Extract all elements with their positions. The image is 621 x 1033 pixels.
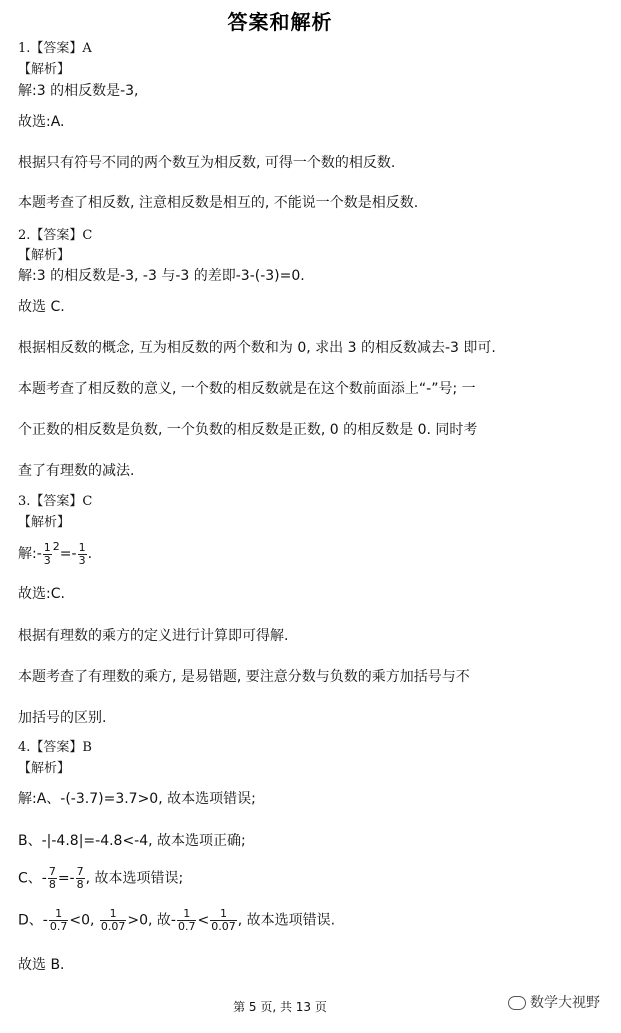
q4-d-f4-num: 1 xyxy=(210,908,237,921)
q4-c-fraction-1 xyxy=(48,866,57,891)
q4-d-fraction-4 xyxy=(210,908,237,933)
q1-line-4: 本题考查了相反数, 注意相反数是相互的, 不能说一个数是相反数. xyxy=(18,195,419,211)
q4-line-b: B、-|-4.8|=-4.8<-4, 故本选项正确; xyxy=(18,833,246,849)
q3-l1-end: . xyxy=(87,546,93,562)
q3-f2-num: 1 xyxy=(78,540,86,554)
q4-d-end: , 故本选项错误. xyxy=(237,912,336,929)
q4-d-lt: < xyxy=(197,912,210,929)
q3-l1-mid: =- xyxy=(59,546,77,562)
q1-line-2: 故选:A. xyxy=(18,114,65,130)
q2-line-3: 根据相反数的概念, 互为相反数的两个数和为 0, 求出 3 的相反数减去-3 即可. xyxy=(18,340,496,356)
q4-c-f1-num: 7 xyxy=(48,865,56,878)
q4-c-prefix: C、- xyxy=(18,870,47,887)
watermark xyxy=(508,992,600,1012)
q4-d-fraction-1 xyxy=(49,908,69,933)
q3-f2-den: 3 xyxy=(78,553,86,567)
q4-d-fraction-2 xyxy=(100,908,127,933)
q4-c-f2-den: 8 xyxy=(76,878,84,891)
q1-line-3: 根据只有符号不同的两个数互为相反数, 可得一个数的相反数. xyxy=(18,155,396,171)
q3-line-2: 故选:C. xyxy=(18,586,65,602)
q4-d-fraction-3 xyxy=(177,908,197,933)
q4-line-final: 故选 B. xyxy=(18,957,65,973)
page-footer: 第 5 页, 共 13 页 xyxy=(233,1000,327,1014)
q4-c-mid: =- xyxy=(57,870,75,887)
q2-analysis-tag: 【解析】 xyxy=(18,248,71,263)
q4-d-f2-num: 1 xyxy=(100,908,127,921)
q4-line-c xyxy=(18,866,183,891)
q3-f1-den: 3 xyxy=(43,553,51,567)
q4-c-f2-num: 7 xyxy=(76,865,84,878)
q4-answer: 4.【答案】B xyxy=(18,740,92,755)
q4-d-f3-num: 1 xyxy=(177,908,197,921)
q4-d-f4-den: 0.07 xyxy=(211,920,236,933)
q4-c-fraction-2 xyxy=(76,866,85,891)
q3-f1-num: 1 xyxy=(43,540,51,554)
q3-analysis-tag: 【解析】 xyxy=(18,515,71,530)
q3-line-5: 加括号的区别. xyxy=(18,710,107,726)
q4-c-end: , 故本选项错误; xyxy=(85,870,184,887)
q2-line-5: 个正数的相反数是负数, 一个负数的相反数是正数, 0 的相反数是 0. 同时考 xyxy=(18,422,478,438)
q4-d-gt0: >0, 故- xyxy=(127,912,176,929)
q4-line-a: 解:A、-(-3.7)=3.7>0, 故本选项错误; xyxy=(18,791,256,807)
q3-line-3: 根据有理数的乘方的定义进行计算即可得解. xyxy=(18,628,289,644)
q4-d-f1-num: 1 xyxy=(49,908,69,921)
q2-answer: 2.【答案】C xyxy=(18,228,93,243)
q1-answer: 1.【答案】A xyxy=(18,41,92,56)
q3-fraction-2 xyxy=(78,542,87,567)
q1-analysis-tag: 【解析】 xyxy=(18,62,71,77)
page-title: 答案和解析 xyxy=(227,10,333,34)
q3-fraction-1 xyxy=(43,542,52,567)
q4-analysis-tag: 【解析】 xyxy=(18,761,71,776)
q4-d-prefix: D、- xyxy=(18,912,48,929)
q2-line-6: 查了有理数的减法. xyxy=(18,463,135,479)
q4-d-lt0: <0, xyxy=(69,912,95,929)
watermark-text: 数学大视野 xyxy=(530,995,600,1011)
q1-line-1: 解:3 的相反数是-3, xyxy=(18,83,139,99)
q2-line-2: 故选 C. xyxy=(18,299,65,315)
q4-d-f2-den: 0.07 xyxy=(100,920,126,933)
q4-c-f1-den: 8 xyxy=(48,878,56,891)
q3-answer: 3.【答案】C xyxy=(18,494,93,509)
q2-line-4: 本题考查了相反数的意义, 一个数的相反数就是在这个数前面添上“-”号; 一 xyxy=(18,381,476,397)
q3-line-4: 本题考查了有理数的乘方, 是易错题, 要注意分数与负数的乘方加括号与不 xyxy=(18,669,470,685)
q2-line-1: 解:3 的相反数是-3, -3 与-3 的差即-3-(-3)=0. xyxy=(18,268,305,284)
wechat-icon xyxy=(508,996,526,1010)
q3-exponent: 2 xyxy=(52,540,60,553)
q3-line-1 xyxy=(18,538,92,567)
q4-d-f3-den: 0.7 xyxy=(177,920,196,933)
q3-l1-prefix: 解:- xyxy=(18,546,42,562)
q4-line-d xyxy=(18,908,335,933)
q4-d-f1-den: 0.7 xyxy=(49,920,68,933)
